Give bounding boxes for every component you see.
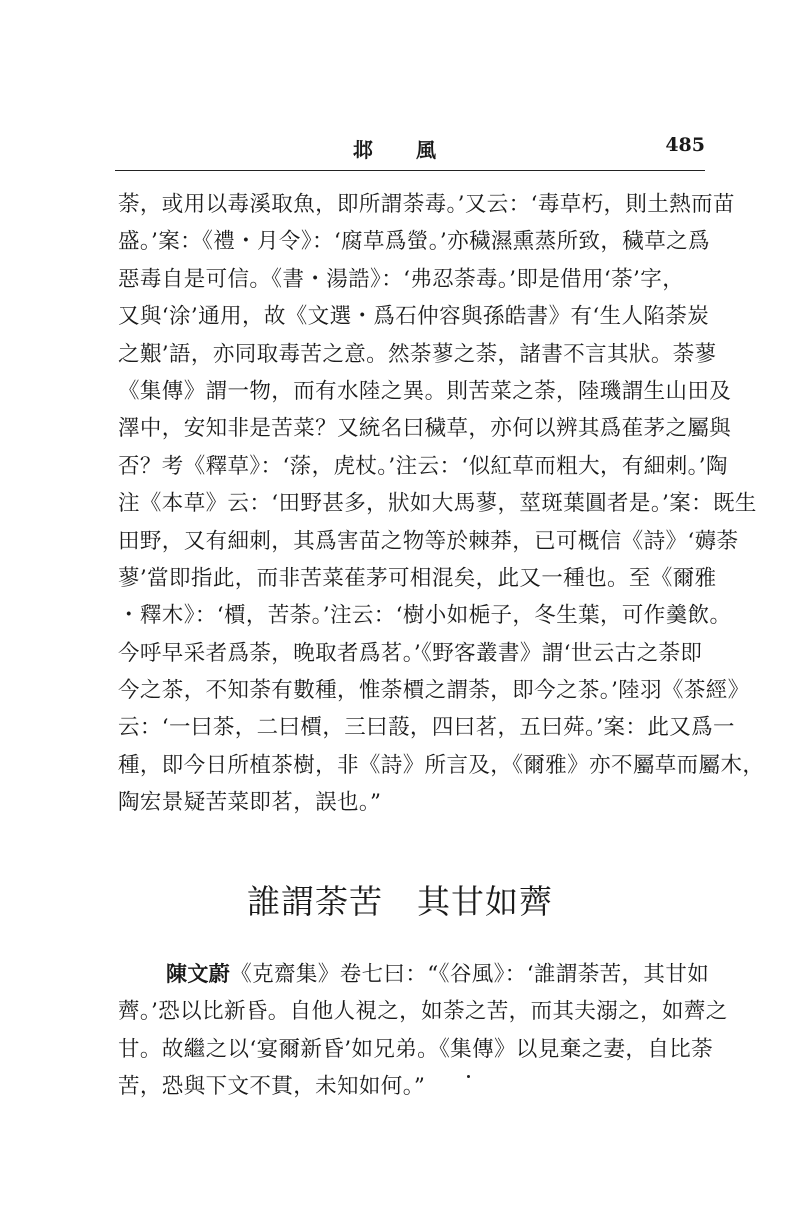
section-text	[118, 956, 728, 1106]
page-header	[115, 130, 705, 166]
text-line: 云：‘一曰茶，二曰檟，三曰蔎，四曰茗，五曰荈。’案：此又爲一	[118, 715, 735, 741]
text-line: 又與‘涂’通用，故《文選・爲石仲容與孫皓書》有‘生人陷荼炭	[118, 304, 710, 330]
body-text	[118, 186, 765, 822]
text-line: 蓼’當即指此，而非苦菜萑茅可相混矣，此又一種也。至《爾雅	[118, 565, 717, 591]
text-line: ・釋木》：‘檟，苦荼。’注云：‘樹小如梔子，冬生葉，可作羹飲。	[118, 603, 732, 629]
ink-speck	[467, 1075, 470, 1078]
text-line: 今呼早采者爲荼，晚取者爲茗。’《野客叢書》謂‘世云古之荼即	[118, 640, 703, 666]
section-first-line	[118, 956, 708, 993]
text-line: 澤中，安知非是苦菜？又統名曰穢草，亦何以辨其爲萑茅之屬與	[118, 416, 732, 442]
text-line: 陶宏景疑苦菜即茗，誤也。”	[118, 790, 382, 816]
section-first-line-rest: 《克齋集》卷七曰：“《谷風》：‘誰謂荼苦，其甘如	[230, 962, 710, 987]
text-line: 注《本草》云：‘田野甚多，狀如大馬蓼，莖斑葉圓者是。’案：既生	[118, 491, 757, 517]
text-line: 苦，恐與下文不貫，未知如何。”	[118, 1074, 426, 1100]
author-name: 陳文蔚	[166, 962, 231, 986]
header-rule	[115, 170, 705, 171]
section-heading: 誰謂荼苦 其甘如薺	[247, 882, 553, 921]
text-line: 今之茶，不知荼有數種，惟荼檟之謂荼，即今之茶。’陸羽《茶經》	[118, 678, 750, 704]
text-line: 種，即今日所植茶樹，非《詩》所言及，《爾雅》亦不屬草而屬木，	[118, 752, 765, 778]
running-title: 邶 風	[353, 138, 454, 162]
text-line: 甘。故繼之以‘宴爾新昏’如兄弟。《集傳》以見棄之妻，自比荼	[118, 1036, 714, 1062]
text-line: 之艱’語，亦同取毒苦之意。然荼蓼之荼，諸書不言其狀。荼蓼	[118, 341, 717, 367]
text-line: 否？考《釋草》：‘蒤，虎杖。’注云：‘似紅草而粗大，有細刺。’陶	[118, 453, 728, 479]
page-number: 485	[665, 134, 705, 156]
text-line: 《集傳》謂一物，而有水陸之異。則苦菜之荼，陸璣謂生山田及	[118, 378, 732, 404]
text-line: 盛。’案：《禮・月令》：‘腐草爲螢。’亦穢濕熏蒸所致，穢草之爲	[118, 229, 710, 255]
text-line: 田野，又有細刺，其爲害苗之物等於棘莽，已可概信《詩》‘薅荼	[118, 528, 739, 554]
text-line: 惡毒自是可信。《書・湯誥》：‘弗忍荼毒。’即是借用‘荼’字，	[118, 266, 685, 292]
text-line: 薺。’恐以比新昏。自他人視之，如荼之苦，而其夫溺之，如薺之	[118, 999, 728, 1025]
text-line: 荼，或用以毒溪取魚，即所謂荼毒。’又云：‘毒草朽，則土熱而苗	[118, 192, 735, 217]
